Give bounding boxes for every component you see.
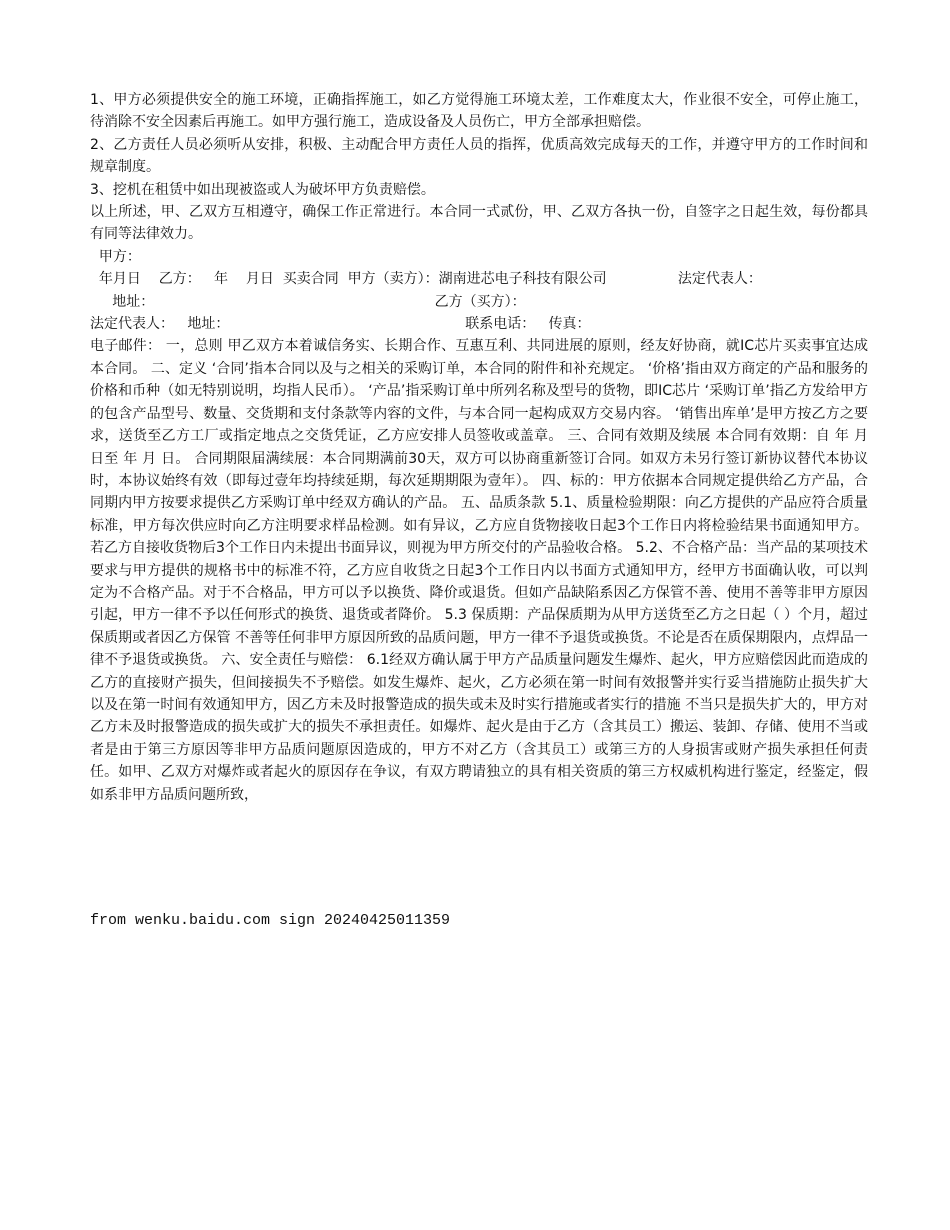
clause-3: 3、挖机在租赁中如出现被盗或人为破坏甲方负责赔偿。 — [90, 181, 435, 198]
party-a-label: 甲方： — [90, 248, 141, 265]
signature-line-3: 法定代表人： 地址： 联系电话： 传真： — [90, 316, 591, 333]
clause-1: 1、甲方必须提供安全的施工环境，正确指挥施工，如乙方觉得施工环境太差，工作难度太大，作业很不安全，可停止施工，待消除不安全因素后再施工。如甲方强行施工，造成设备及人员伤亡，甲方全部承担赔偿。 — [90, 92, 868, 131]
signature-line-1: 年月日 乙方： 年 月日 买卖合同 甲方（卖方）：湖南进芯电子科技有限公司 法定代表人： — [90, 271, 762, 288]
document-body — [90, 89, 868, 806]
source-footer: from wenku.baidu.com sign 20240425011359 — [90, 912, 451, 929]
signature-line-2: 地址： 乙方（买方）： — [90, 293, 526, 310]
clause-2: 2、乙方责任人员必须听从安排，积极、主动配合甲方责任人员的指挥，优质高效完成每天的工作，并遵守甲方的工作时间和规章制度。 — [90, 136, 868, 176]
contract-body: 电子邮件： 一，总则 甲乙双方本着诚信务实、长期合作、互惠互利、共同进展的原则，经友好协商，就IC芯片买卖事宜达成本合同。 二、定义 ‘合同’指本合同以及与之相关的采购订单，本合同的附件和补充规定。 ‘价格’指由双方商定的产品和服务的价格和币种（如无特别说明，均指人民币）。 ‘产品’指采购订单中所列名称及型号的货物，即IC芯片 ‘采购订单’指乙方发给甲方的包含产品型号、数量、交货期和支付条款等内容的文件，与本合同一起构成双方交易内容。 ‘销售出库单’是甲方按乙方之要求，送货至乙方工厂或指定地点之交货凭证，乙方应安排人员签收或盖章。 三、合同有效期及续展 本合同有效期：自 年 月 日至 年 月 日。 合同期限届满续展：本合同期满前30天，双方可以协商重新签订合同。如双方未另行签订新协议替代本协议时，本协议始终有效（即每过壹年均持续延期，每次延期期限为壹年）。 四、标的：甲方依据本合同规定提供给乙方产品，合同期内甲方按要求提供乙方采购订单中经双方确认的产品。 五、品质条款 5.1、质量检验期限：向乙方提供的产品应符合质量标准，甲方每次供应时向乙方注明要求样品检测。如有异议，乙方应自货物接收日起3个工作日内将检验结果书面通知甲方。若乙方自接收货物后3个工作日内未提出书面异议，则视为甲方所交付的产品验收合格。 5.2、不合格产品：当产品的某项技术要求与甲方提供的规格书中的标准不符，乙方应自收货之日起3个工作日内以书面方式通知甲方，经甲方书面确认收，可以判定为不合格产品。对于不合格品，甲方可以予以换货、降价或退货。但如产品缺陷系因乙方保管不善、使用不善等非甲方原因引起，甲方一律不予以任何形式的换货、退货或者降价。 5.3 保质期：产品保质期为从甲方送货至乙方之日起（ ）个月，超过保质期或者因乙方保管 不善等任何非甲方原因所致的品质问题，甲方一律不予退货或换货。不论是否在质保期限内，点焊品一律不予退货或换货。 六、安全责任与赔偿： 6.1经双方确认属于甲方产品质量问题发生爆炸、起火，甲方应赔偿因此而造成的乙方的直接财产损失，但间接损失不予赔偿。如发生爆炸、起火，乙方必须在第一时间有效报警并实行妥当措施防止损失扩大以及在第一时间有效通知甲方，因乙方未及时报警造成的损失或未及时实行措施或者实行的措施 不当只是损失扩大的，甲方对乙方未及时报警造成的损失或扩大的损失不承担责任。如爆炸、起火是由于乙方（含其员工）搬运、装卸、存储、使用不当或者是由于第三方原因等非甲方品质问题原因造成的，甲方不对乙方（含其员工）或第三方的人身损害或财产损失承担任何责任。如甲、乙双方对爆炸或者起火的原因存在争议，有双方聘请独立的具有相关资质的第三方权威机构进行鉴定，经鉴定，假如系非甲方品质问题所致， — [90, 338, 868, 803]
clause-summary: 以上所述，甲、乙双方互相遵守，确保工作正常进行。本合同一式贰份，甲、乙双方各执一份，自签字之日起生效，每份都具有同等法律效力。 — [90, 204, 868, 243]
